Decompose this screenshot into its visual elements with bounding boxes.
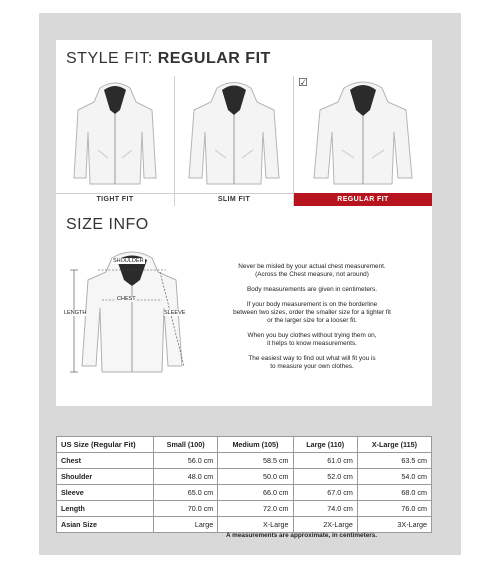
shoulder-label: SHOULDER bbox=[113, 258, 144, 264]
table-cell: 2X-Large bbox=[293, 517, 357, 533]
fit-option-slim bbox=[175, 76, 293, 206]
chest-label: CHEST bbox=[117, 296, 136, 302]
table-cell: 66.0 cm bbox=[218, 485, 293, 501]
table-row bbox=[57, 469, 432, 485]
row-label: Length bbox=[57, 501, 154, 517]
fit-option-tight bbox=[56, 76, 174, 206]
check-icon: ☑ bbox=[298, 77, 308, 89]
style-fit-title bbox=[66, 50, 271, 68]
table-cell: 54.0 cm bbox=[357, 469, 431, 485]
table-cell: 67.0 cm bbox=[293, 485, 357, 501]
sleeve-label: SLEEVE bbox=[164, 310, 186, 316]
fit-label-slim: SLIM FIT bbox=[175, 193, 293, 206]
note-5: The easiest way to find out what will fit you is to measure your own clothes. bbox=[248, 355, 376, 370]
table-header: X-Large (115) bbox=[357, 437, 431, 453]
table-cell: 61.0 cm bbox=[293, 453, 357, 469]
table-cell: Large bbox=[154, 517, 218, 533]
style-fit-value: REGULAR FIT bbox=[157, 50, 271, 67]
row-label: Shoulder bbox=[57, 469, 154, 485]
note-3: If your body measurement is on the borderline between two sizes, order the smaller size for a tighter fit or the larger size for a looser fit. bbox=[233, 301, 391, 324]
table-cell: 52.0 cm bbox=[293, 469, 357, 485]
fit-label-regular: REGULAR FIT bbox=[294, 193, 432, 206]
table-cell: 58.5 cm bbox=[218, 453, 293, 469]
table-cell: 68.0 cm bbox=[357, 485, 431, 501]
table-cell: 3X-Large bbox=[357, 517, 431, 533]
table-row bbox=[57, 485, 432, 501]
style-fit-prefix: STYLE FIT: bbox=[66, 50, 153, 67]
tight-fit-hoodie-image bbox=[60, 80, 170, 188]
row-label: Asian Size bbox=[57, 517, 154, 533]
table-cell: 76.0 cm bbox=[357, 501, 431, 517]
note-2: Body measurements are given in centimeters. bbox=[246, 286, 377, 293]
table-row bbox=[57, 517, 432, 533]
size-table bbox=[56, 436, 432, 533]
table-header-row bbox=[57, 437, 432, 453]
table-cell: 70.0 cm bbox=[154, 501, 218, 517]
table-cell: X-Large bbox=[218, 517, 293, 533]
size-info-title: SIZE INFO bbox=[66, 216, 149, 233]
table-row bbox=[57, 501, 432, 517]
regular-fit-hoodie-image bbox=[308, 80, 418, 188]
size-info-notes bbox=[212, 263, 412, 378]
table-row bbox=[57, 453, 432, 469]
table-cell: 72.0 cm bbox=[218, 501, 293, 517]
note-4: When you buy clothes without trying them on, it helps to know measurements. bbox=[247, 332, 377, 347]
table-header: Medium (105) bbox=[218, 437, 293, 453]
table-header: Large (110) bbox=[293, 437, 357, 453]
table-cell: 56.0 cm bbox=[154, 453, 218, 469]
note-1: Never be misled by your actual chest measurement. (Across the Chest measure, not around) bbox=[238, 263, 386, 278]
table-cell: 65.0 cm bbox=[154, 485, 218, 501]
length-label: LENGTH bbox=[64, 310, 87, 316]
table-cell: 50.0 cm bbox=[218, 469, 293, 485]
slim-fit-hoodie-image bbox=[179, 80, 289, 188]
table-footnote: A measurements are approximate, in centimeters. bbox=[226, 532, 378, 539]
row-label: Sleeve bbox=[57, 485, 154, 501]
table-cell: 74.0 cm bbox=[293, 501, 357, 517]
fit-label-tight: TIGHT FIT bbox=[56, 193, 174, 206]
row-label: Chest bbox=[57, 453, 154, 469]
table-cell: 63.5 cm bbox=[357, 453, 431, 469]
fit-option-regular bbox=[294, 76, 432, 206]
table-header: US Size (Regular Fit) bbox=[57, 437, 154, 453]
table-header: Small (100) bbox=[154, 437, 218, 453]
table-cell: 48.0 cm bbox=[154, 469, 218, 485]
